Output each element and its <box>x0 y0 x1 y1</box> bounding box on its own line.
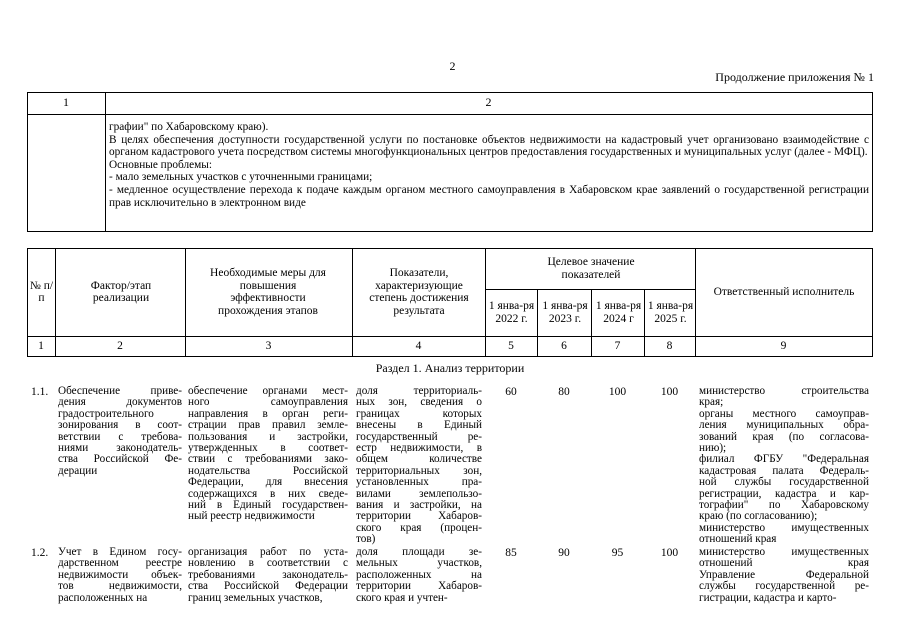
section-title: Раздел 1. Анализ территории <box>375 361 525 375</box>
row-value: 95 <box>611 547 624 559</box>
row-indicators <box>356 547 482 604</box>
continuation-label: Продолжение приложения № 1 <box>715 70 874 84</box>
cell-line: утвержденных в соответ- <box>188 442 348 455</box>
header-year: 1 янва-ря 2022 г. <box>488 300 535 325</box>
cell-line: ского края и учтен- <box>356 591 448 604</box>
page-number: 2 <box>449 59 456 73</box>
column-number: 4 <box>415 340 422 352</box>
main-table <box>27 248 873 640</box>
header-year: 1 янва-ря 2024 г <box>595 300 642 325</box>
cell-line: внесены в Единый <box>356 419 482 432</box>
cell-line: ства Российской Фе- <box>58 453 182 466</box>
cell-line: тов) <box>356 533 376 546</box>
top-col1-header: 1 <box>63 95 69 109</box>
header-target: Целевое значение показателей <box>547 256 635 281</box>
cell-line: дарственном реестре <box>58 557 182 570</box>
row-number: 1.1. <box>31 386 49 398</box>
cell-line: ний в Единый государствен- <box>188 499 348 512</box>
row-responsible <box>699 547 869 604</box>
cell-line: расположенных на <box>356 568 482 581</box>
cell-line: расположенных на <box>58 591 148 604</box>
cell-line: ный реестр недвижимости <box>188 510 315 523</box>
cell-line: ниями законодатель- <box>58 442 182 455</box>
cell-line: ной службы государственной <box>699 476 869 489</box>
row-number: 1.2. <box>31 547 49 559</box>
cell-line: государственный ре- <box>356 430 482 443</box>
cell-line: Федерации, для внесения <box>188 476 348 489</box>
cell-line: общем количестве <box>356 453 482 466</box>
cell-line: нию); <box>699 442 727 455</box>
header-year: 1 янва-ря 2023 г. <box>542 300 588 325</box>
cell-line: ского края (процен- <box>356 521 482 534</box>
column-number: 7 <box>614 340 621 352</box>
cell-line: тов недвижимости, <box>58 580 182 593</box>
cell-line: пользования и застройки, <box>188 430 348 443</box>
top-text <box>109 121 869 209</box>
cell-line: установленных пра- <box>356 476 482 489</box>
cell-line: края; <box>699 396 724 409</box>
cell-line: зований края (по согласова- <box>699 430 869 443</box>
cell-line: мельных участков, <box>356 557 482 570</box>
row-indicators <box>356 386 482 546</box>
cell-line: ления муниципальных обра- <box>699 419 869 432</box>
cell-line: отношений края <box>699 557 869 570</box>
cell-line: недвижимости объек- <box>58 568 182 581</box>
column-number: 8 <box>666 340 673 352</box>
cell-line: службы государственной ре- <box>699 580 869 593</box>
row-value: 60 <box>505 386 517 398</box>
row-factor <box>58 547 182 604</box>
row-measures <box>188 386 348 523</box>
header-num: № п/п <box>29 279 54 304</box>
cell-line: новлению в соответствии с <box>188 557 348 570</box>
cell-line: ветствии с требова- <box>58 430 182 443</box>
header-factor: Фактор/этап реализации <box>90 279 152 304</box>
cell-line: страции прав правил земле- <box>188 419 348 432</box>
top-table <box>27 92 873 232</box>
header-year: 1 янва-ря 2025 г. <box>647 300 694 325</box>
cell-line: Обеспечение приве- <box>58 385 182 397</box>
row-value: 90 <box>558 547 570 559</box>
cell-line: гистрации, кадастра и карто- <box>699 591 837 604</box>
row-value: 100 <box>608 386 627 398</box>
cell-line: границах которых <box>356 407 482 420</box>
row-value: 85 <box>505 547 517 559</box>
row-value: 100 <box>660 547 679 559</box>
cell-line: естр недвижимости, в <box>356 442 482 455</box>
cell-line: границ земельных участков, <box>188 591 323 604</box>
header-indicators: Показатели, характеризующие степень достижения результата <box>369 267 469 317</box>
cell-line: Управление Федеральной <box>699 568 869 581</box>
cell-line: органы местного самоуправ- <box>699 407 869 420</box>
top-paragraph: - мало земельных участков с уточненными границами; <box>109 171 373 184</box>
cell-line: регистрации, кадастра и кар- <box>699 487 869 500</box>
row-measures <box>188 547 348 604</box>
cell-line: организация работ по уста- <box>188 546 348 558</box>
cell-line: министерство имущественных <box>699 521 869 534</box>
cell-line: краю (по согласованию); <box>699 510 818 523</box>
top-paragraph: В целях обеспечения доступности государственной услуги по постановке объектов недвижимости на кадастровый учет организовано взаимодействие с органом кадастрового учета посредством системы многофункциональных центров предоставления государственных и муниципальных услуг (далее - МФЦ). <box>109 133 869 159</box>
cell-line: ствии с требованиями зако- <box>188 453 348 466</box>
top-paragraph: - медленное осуществление перехода к подаче каждым органом местного самоуправления в Хабаровском крае заявлений о государственной регистрации прав исключительно в электронном виде <box>109 183 869 209</box>
cell-line: кадастровая палата Федераль- <box>699 464 869 477</box>
row-factor <box>58 386 182 477</box>
cell-line: территории Хабаров- <box>356 510 482 523</box>
column-number: 3 <box>265 340 272 352</box>
cell-line: ного самоуправления <box>188 396 348 409</box>
cell-line: направления в орган реги- <box>188 407 348 420</box>
cell-line: филиал ФГБУ "Федеральная <box>699 453 869 466</box>
top-col2-header: 2 <box>485 95 492 109</box>
cell-line: территориальных зон, <box>356 464 482 477</box>
top-paragraph: графии" по Хабаровскому краю). <box>109 121 269 133</box>
cell-line: министерство строительства <box>699 385 869 397</box>
cell-line: отношений края <box>699 533 777 546</box>
cell-line: обеспечение органами мест- <box>188 385 348 397</box>
cell-line: дерации <box>58 464 98 477</box>
cell-line: тографии" по Хабаровскому <box>699 499 869 512</box>
column-number: 2 <box>117 340 123 352</box>
column-number: 5 <box>508 340 514 352</box>
cell-line: доля площади зе- <box>356 546 482 558</box>
header-measures: Необходимые меры для повышения эффективности прохождения этапов <box>210 267 326 317</box>
cell-line: доля территориаль- <box>356 385 482 397</box>
cell-line: вилами землепользо- <box>356 487 482 500</box>
header-responsible: Ответственный исполнитель <box>713 285 855 298</box>
cell-line: градостроительного <box>58 407 154 420</box>
cell-line: содержащихся в них сведе- <box>188 487 348 500</box>
cell-line: требованиями законодатель- <box>188 568 348 581</box>
column-number: 1 <box>38 340 44 352</box>
top-paragraph: Основные проблемы: <box>109 158 213 171</box>
cell-line: ных зон, сведения о <box>356 396 482 409</box>
cell-line: дения документов <box>58 396 182 409</box>
cell-line: Учет в Едином госу- <box>58 546 182 558</box>
cell-line: территории Хабаров- <box>356 580 482 593</box>
cell-line: вания и застройки, на <box>356 499 482 512</box>
cell-line: зонирования в соот- <box>58 419 182 432</box>
row-responsible <box>699 386 869 546</box>
cell-line: ства Российской Федерации <box>188 580 348 593</box>
row-value: 100 <box>660 386 679 398</box>
column-number: 6 <box>561 340 567 352</box>
cell-line: министерство имущественных <box>699 546 869 558</box>
column-number: 9 <box>780 340 787 352</box>
cell-line: нодательства Российской <box>188 464 348 477</box>
row-value: 80 <box>558 386 570 398</box>
